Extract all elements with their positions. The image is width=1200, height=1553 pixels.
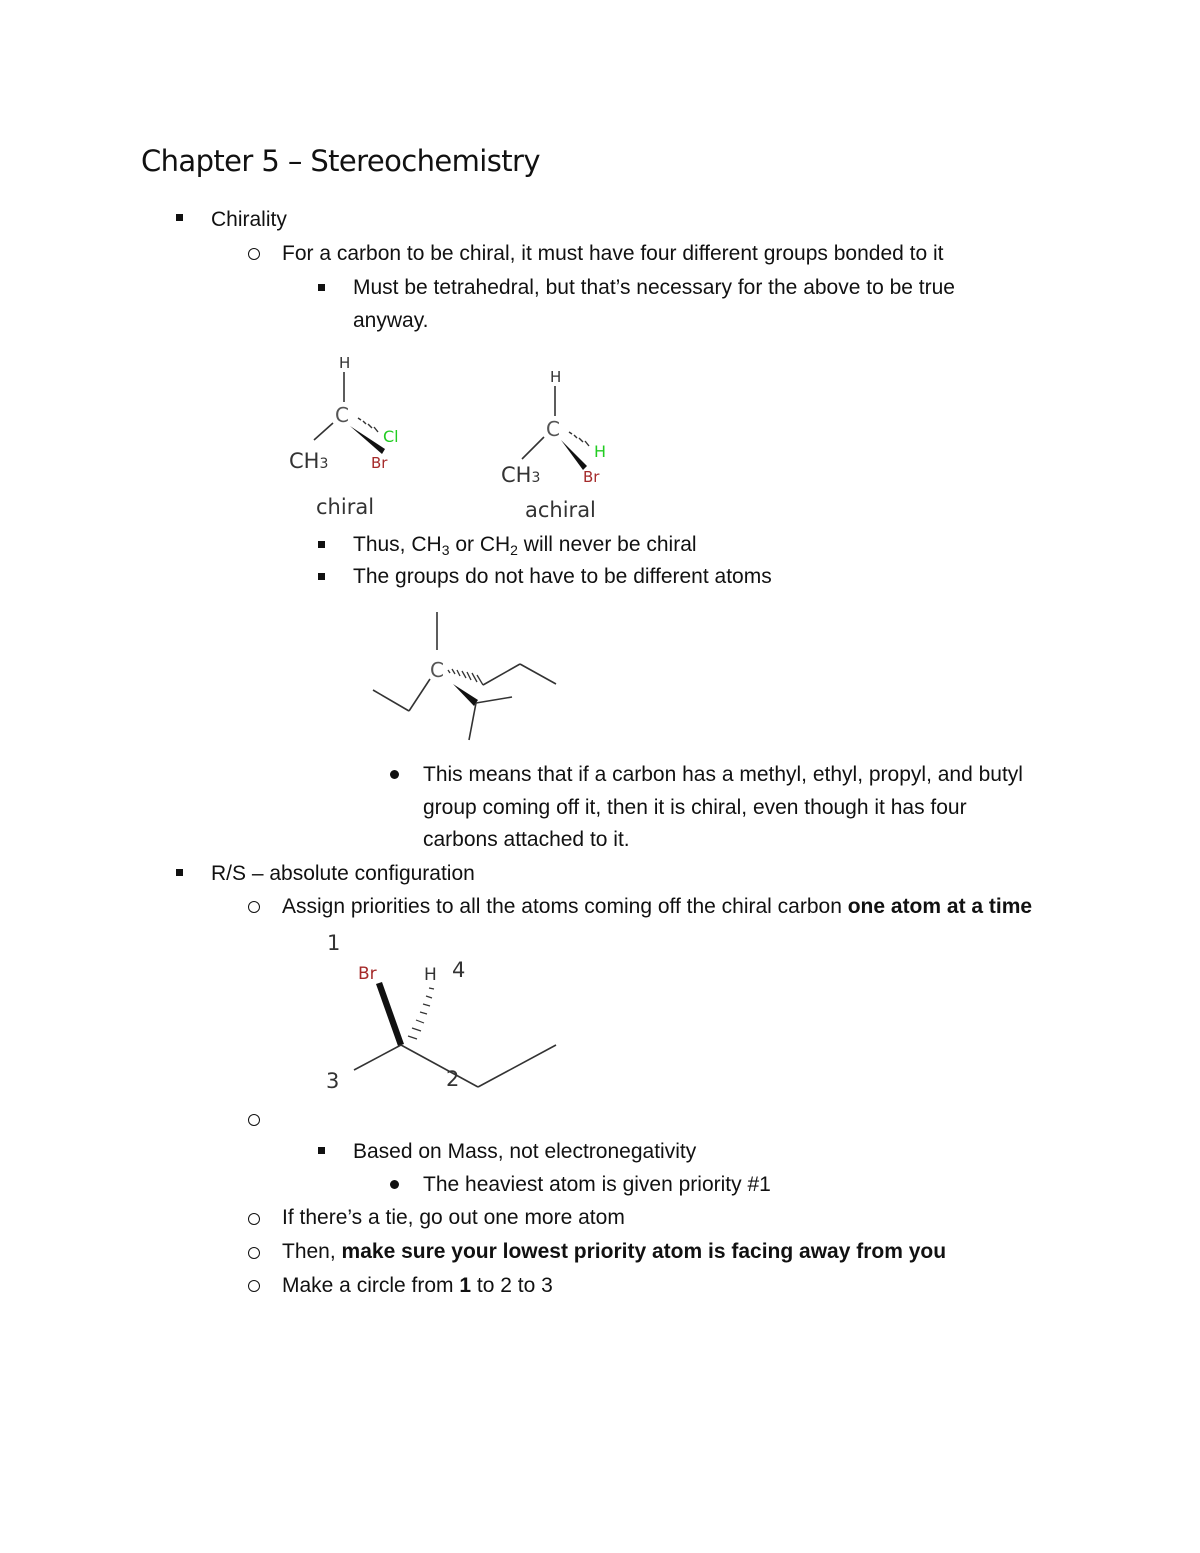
assign-line: Assign priorities to all the atoms coming off the chiral carbon one atom at a time — [282, 895, 1033, 918]
groups-line: The groups do not have to be different atoms — [353, 565, 772, 588]
achiral-h-green-label: H — [594, 442, 607, 461]
circle-bullet — [248, 1280, 260, 1292]
priority-1-label: 1 — [327, 931, 341, 955]
chiral-cl-label: Cl — [383, 427, 399, 446]
circle-bullet — [248, 1247, 260, 1259]
circle-line: Make a circle from 1 to 2 to 3 — [282, 1274, 553, 1297]
achiral-ch3-label: CH3 — [501, 463, 541, 487]
heaviest-line: The heaviest atom is given priority #1 — [423, 1173, 771, 1196]
chirality-rule: For a carbon to be chiral, it must have four different groups bonded to it — [282, 242, 944, 265]
tetrahedral-line-1: Must be tetrahedral, but that’s necessary for the above to be true — [353, 276, 955, 299]
chiral-h-label: H — [339, 354, 351, 372]
priority-2-label: 2 — [446, 1067, 460, 1091]
then-line: Then, make sure your lowest priority atom is facing away from you — [282, 1240, 947, 1263]
means-line-1: This means that if a carbon has a methyl, ethyl, propyl, and butyl — [423, 763, 1023, 786]
priority-3-label: 3 — [326, 1069, 340, 1093]
tie-line: If there’s a tie, go out one more atom — [282, 1206, 625, 1229]
achiral-caption: achiral — [525, 498, 596, 522]
achiral-c-label: C — [546, 417, 560, 441]
dot-bullet — [390, 1180, 399, 1189]
thus-line: Thus, CH3 or CH2 will never be chiral — [353, 533, 697, 558]
mass-line: Based on Mass, not electronegativity — [353, 1140, 697, 1163]
achiral-h-label: H — [550, 368, 562, 386]
chiral-br-label: Br — [371, 454, 388, 472]
priority-4-label: 4 — [452, 958, 466, 982]
achiral-br-label: Br — [583, 468, 600, 486]
circle-bullet — [248, 1213, 260, 1225]
priority-h-label: H — [424, 965, 437, 985]
square-bullet — [318, 1147, 325, 1154]
chiral-caption: chiral — [316, 495, 375, 519]
chirality-heading: Chirality — [211, 208, 287, 231]
chiral-c-label: C — [335, 403, 349, 427]
means-line-3: carbons attached to it. — [423, 828, 630, 851]
page-title: Chapter 5 – Stereochemistry — [141, 144, 540, 178]
chiral-ch3-label: CH3 — [289, 449, 329, 473]
priority-br-label: Br — [358, 964, 377, 984]
branched-c-label: C — [430, 658, 444, 682]
rs-heading: R/S – absolute configuration — [211, 862, 475, 885]
tetrahedral-line-2: anyway. — [353, 309, 429, 332]
circle-bullet-empty — [248, 1114, 260, 1126]
means-line-2: group coming off it, then it is chiral, even though it has four — [423, 796, 967, 819]
